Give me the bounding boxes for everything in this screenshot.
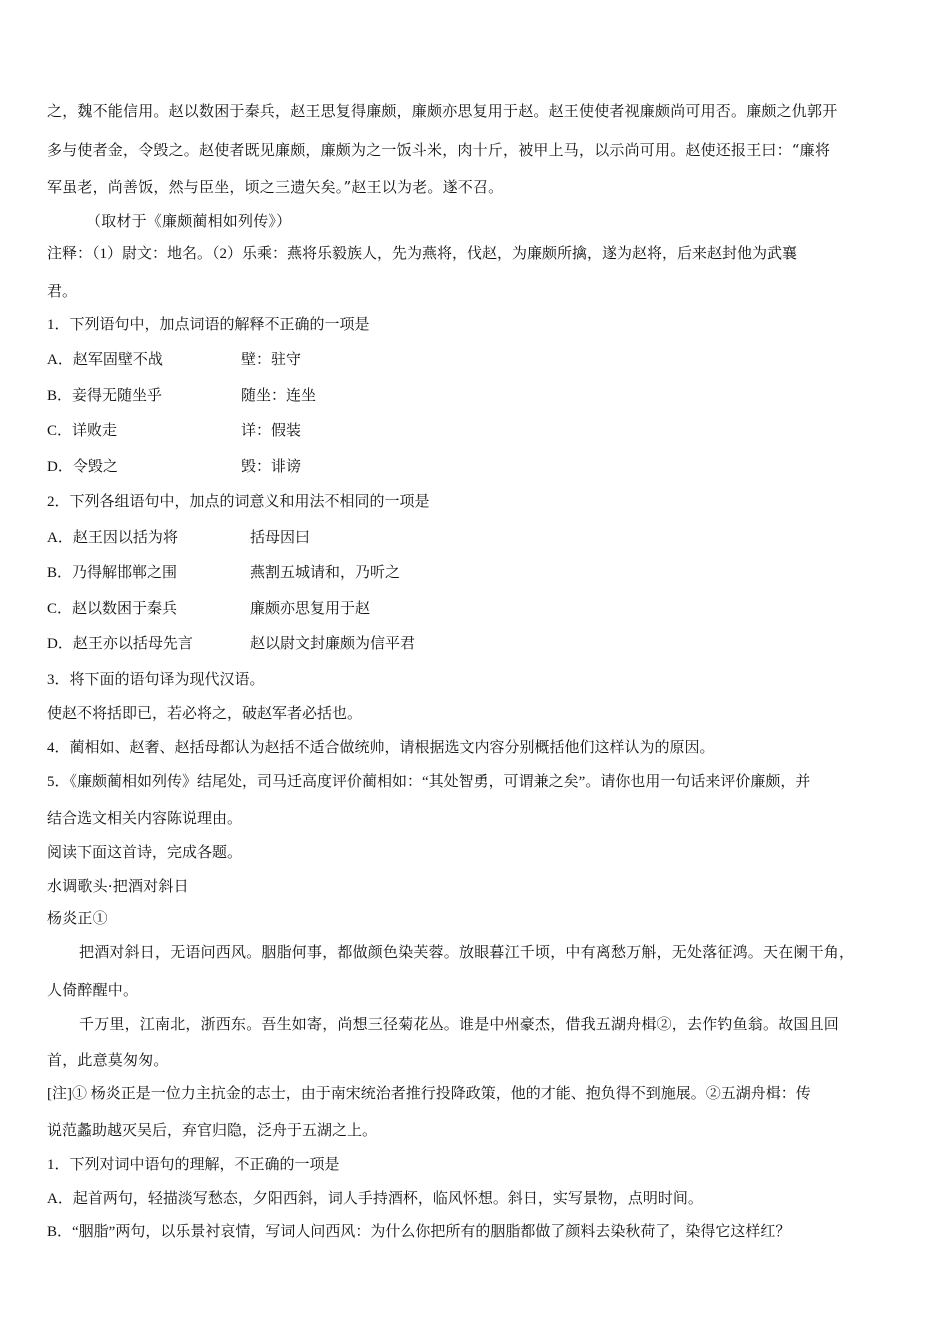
poem-q1-option-a: A．起首两句，轻描淡写愁态，夕阳西斜，词人手持酒杯，临风怀想。斜日，实写景物，点明时间。 <box>47 1191 703 1207</box>
q2-option-d-answer: 赵以尉文封廉颇为信平君 <box>250 636 416 652</box>
q2-option-a-answer: 括母因曰 <box>250 530 311 546</box>
q2-option-d-label: D．赵王亦以括母先言 <box>47 636 193 652</box>
poem-stanza-2-line-1: 千万里，江南北，浙西东。吾生如寄，尚想三径菊花丛。谁是中州豪杰，借我五湖舟楫②，去作钓鱼翁。故国且回 <box>79 1015 840 1033</box>
poem-stanza-2-line-2: 首，此意莫匆匆。 <box>47 1051 169 1069</box>
passage-note-line-1: 注释：（1）尉文：地名。（2）乐乘：燕将乐毅族人，先为燕将，伐赵，为廉颇所擒，遂为赵将，后来赵封他为武襄 <box>47 246 798 262</box>
poem-title: 水调歌头·把酒对斜日 <box>47 877 189 895</box>
passage-source: （取材于《廉颇蔺相如列传》） <box>86 212 292 230</box>
q2-option-d <box>47 634 416 654</box>
q3-sentence: 使赵不将括即已，若必将之，破赵军者必括也。 <box>47 706 363 722</box>
q1-option-a-answer: 壁：驻守 <box>241 352 302 368</box>
q1-option-a <box>47 350 302 370</box>
q1-option-d-answer: 毁：诽谤 <box>241 459 302 475</box>
q2-option-b-answer: 燕割五城请和，乃听之 <box>250 565 401 581</box>
poem-note-line-2: 说范蠡助越灭吴后，弃官归隐，泛舟于五湖之上。 <box>47 1123 378 1139</box>
poem-author: 杨炎正① <box>47 909 108 927</box>
q2-option-a-label: A．赵王因以括为将 <box>47 530 178 546</box>
q4-stem: 4．蔺相如、赵奢、赵括母都认为赵括不适合做统帅，请根据选文内容分别概括他们这样认为的原因。 <box>47 740 715 756</box>
q1-option-b <box>47 386 317 406</box>
q1-option-a-label: A．赵军固壁不战 <box>47 352 163 368</box>
passage-line-2: 多与使者金，令毁之。赵使者既见廉颇，廉颇为之一饭斗米，肉十斤，被甲上马，以示尚可用。赵使还报王曰：“廉将 <box>47 141 831 159</box>
poem-q1-stem: 1．下列对词中语句的理解，不正确的一项是 <box>47 1157 340 1173</box>
q3-stem: 3．将下面的语句译为现代汉语。 <box>47 672 265 688</box>
q2-option-c-answer: 廉颇亦思复用于赵 <box>250 601 371 617</box>
poem-stanza-1-line-2: 人倚醉醒中。 <box>47 981 139 999</box>
q1-option-c-answer: 详：假装 <box>241 423 302 439</box>
q1-option-c-label: C．详败走 <box>47 423 118 439</box>
q1-option-d <box>47 457 302 477</box>
q2-option-b-label: B．乃得解邯郸之围 <box>47 565 178 581</box>
q2-option-b <box>47 563 401 583</box>
passage-line-1: 之，魏不能信用。赵以数困于秦兵，赵王思复得廉颇，廉颇亦思复用于赵。赵王使使者视廉颇尚可用否。廉颇之仇郭开 <box>47 102 838 120</box>
q5-line-1: 5．《廉颇蔺相如列传》结尾处，司马迁高度评价蔺相如：“其处智勇，可谓兼之矣”。请你也用一句话来评价廉颇，并 <box>47 774 811 790</box>
q5-line-2: 结合选文相关内容陈说理由。 <box>47 811 243 827</box>
q2-option-a <box>47 528 311 548</box>
poem-note-line-1: [注]① 杨炎正是一位力主抗金的志士，由于南宋统治者推行投降政策，他的才能、抱负得不到施展。②五湖舟楫：传 <box>47 1086 811 1102</box>
passage-note-line-2: 君。 <box>47 284 78 300</box>
q2-stem: 2．下列各组语句中，加点的词意义和用法不相同的一项是 <box>47 494 430 510</box>
q2-option-c <box>47 599 371 619</box>
poem-stanza-1-line-1: 把酒对斜日，无语问西风。胭脂何事，都做颜色染芙蓉。放眼暮江千顷，中有离愁万斛，无处落征鸿。天在阑干角， <box>79 943 855 961</box>
q1-stem: 1．下列语句中，加点词语的解释不正确的一项是 <box>47 317 370 333</box>
q1-option-b-label: B．妾得无随坐乎 <box>47 388 163 404</box>
poem-q1-option-b: B．“胭脂”两句，以乐景衬哀情，写词人问西风：为什么你把所有的胭脂都做了颜料去染秋荷了，染得它这样红？ <box>47 1224 791 1240</box>
q1-option-b-answer: 随坐：连坐 <box>241 388 317 404</box>
poem-intro: 阅读下面这首诗，完成各题。 <box>47 845 243 861</box>
passage-line-3: 军虽老，尚善饭，然与臣坐，顷之三遗矢矣。”赵王以为老。遂不召。 <box>47 178 504 196</box>
q2-option-c-label: C．赵以数困于秦兵 <box>47 601 178 617</box>
q1-option-d-label: D．令毁之 <box>47 459 118 475</box>
q1-option-c <box>47 421 302 441</box>
